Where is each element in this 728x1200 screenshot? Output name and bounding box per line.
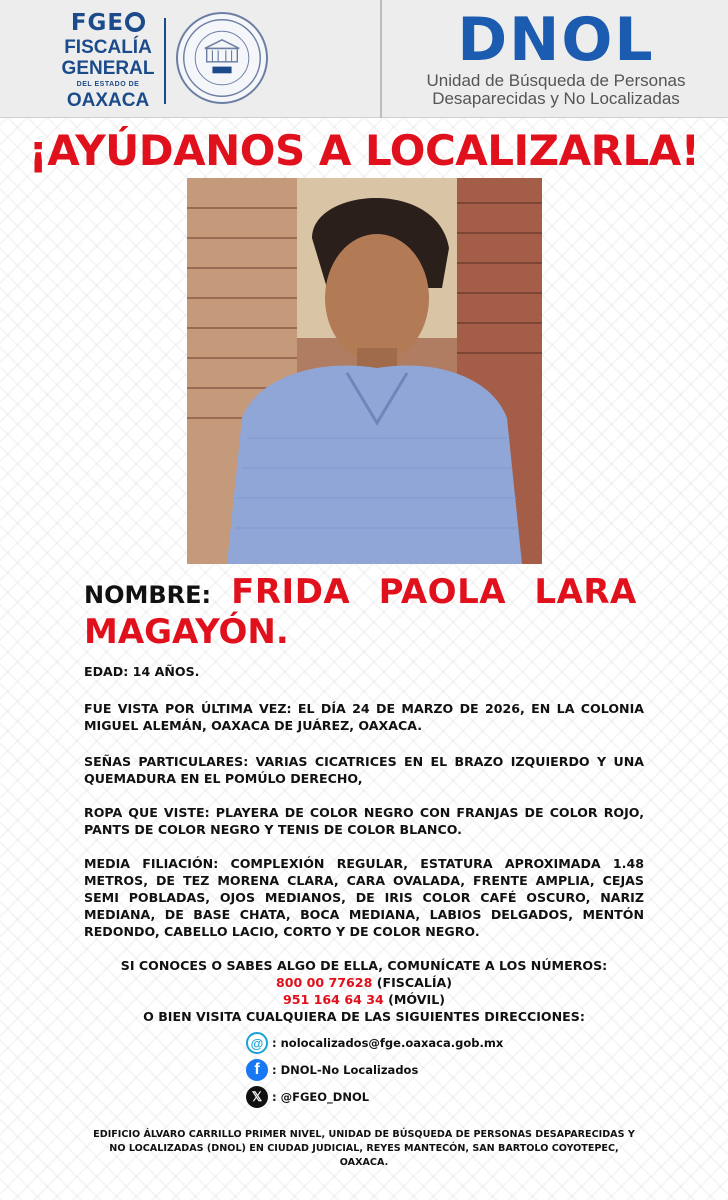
phone-fiscalia	[84, 974, 644, 991]
last-seen-text: FUE VISTA POR ÚLTIMA VEZ: EL DÍA 24 DE MARZO DE 2026, EN LA COLONIA MIGUEL ALEMÁN, OAXACA DE JUÁREZ, OAXACA.	[84, 701, 644, 733]
person-name-line1: FRIDA PAOLA LARA	[231, 572, 637, 612]
age-text: EDAD: 14 AÑOS.	[84, 664, 200, 679]
facebook-page: : DNOL-No Localizados	[272, 1063, 419, 1077]
clothing-text: ROPA QUE VISTE: PLAYERA DE COLOR NEGRO CON FRANJAS DE COLOR ROJO, PANTS DE COLOR NEGRO Y TENIS DE COLOR BLANCO.	[84, 805, 644, 837]
distinguishing-marks-text: SEÑAS PARTICULARES: VARIAS CICATRICES EN EL BRAZO IZQUIERDO Y UNA QUEMADURA EN EL POMÚLO DERECHO,	[84, 754, 644, 786]
fgeo-header	[0, 0, 382, 118]
visit-text: O BIEN VISITA CUALQUIERA DE LAS SIGUIENTES DIRECCIONES:	[143, 1009, 585, 1024]
dnol-subtitle-line1: Unidad de Búsqueda de Personas	[426, 71, 686, 90]
dnol-logo: DNOL	[457, 5, 655, 75]
phone-movil-number[interactable]: 951 164 64 34	[282, 992, 384, 1007]
phone-fiscalia-label: (FISCALÍA)	[372, 975, 453, 990]
x-handle: : @FGEO_DNOL	[272, 1090, 370, 1104]
missing-person-photo	[187, 178, 542, 564]
x-contact[interactable]	[246, 1085, 369, 1109]
fgeo-logo: FGE	[58, 10, 158, 36]
facebook-contact[interactable]	[246, 1058, 418, 1082]
facebook-icon: f	[246, 1059, 268, 1081]
dnol-header	[384, 0, 728, 118]
contact-intro: SI CONOCES O SABES ALGO DE ELLA, COMUNÍCATE A LOS NÚMEROS:	[120, 958, 608, 973]
fgeo-logo-block	[58, 10, 158, 110]
fgeo-name-line1: FISCALÍA	[64, 37, 152, 58]
office-address: EDIFICIO ÁLVARO CARRILLO PRIMER NIVEL, UNIDAD DE BÚSQUEDA DE PERSONAS DESAPARECIDAS Y NO LOCALIZADAS (DNOL) EN CIUDAD JUDICIAL, REYES MANTECÓN, SAN BARTOLO COYOTEPEC, OAXACA.	[93, 1129, 635, 1168]
header-divider	[164, 18, 166, 104]
fgeo-name-line4: OAXACA	[66, 90, 150, 111]
email-icon: @	[246, 1032, 268, 1054]
phone-movil	[84, 991, 644, 1008]
contact-block	[84, 957, 644, 1025]
page-title: ¡AYÚDANOS A LOCALIZARLA!	[28, 126, 700, 175]
dnol-subtitle-line2: Desaparecidas y No Localizadas	[432, 89, 680, 108]
physical-description-text: MEDIA FILIACIÓN: COMPLEXIÓN REGULAR, ESTATURA APROXIMADA 1.48 METROS, DE TEZ MORENA CLARA, CARA OVALADA, FRENTE AMPLIA, CEJAS SEMI POBLADAS, OJOS MEDIANOS, DE IRIS COLOR CAFÉ OSCURO, NARIZ MEDIANA, DE BASE CHATA, BOCA MEDIANA, LABIOS DELGADOS, MENTÓN REDONDO, CABELLO LACIO, CORTO Y DE COLOR NEGRO.	[84, 856, 644, 939]
name-label: NOMBRE:	[84, 581, 212, 609]
phone-movil-label: (MÓVIL)	[383, 992, 446, 1007]
x-icon: 𝕏	[246, 1086, 268, 1108]
email-contact[interactable]	[246, 1031, 503, 1055]
phone-fiscalia-number[interactable]: 800 00 77628	[275, 975, 373, 990]
person-name-line2: MAGAYÓN.	[84, 612, 289, 652]
state-seal-icon	[176, 12, 268, 104]
fgeo-name-line3: DEL ESTADO DE	[76, 81, 140, 88]
person-name-row	[84, 572, 644, 612]
email-address: : nolocalizados@fge.oaxaca.gob.mx	[272, 1036, 504, 1050]
fgeo-name-line2: GENERAL	[61, 58, 155, 79]
header-banner	[0, 0, 728, 118]
